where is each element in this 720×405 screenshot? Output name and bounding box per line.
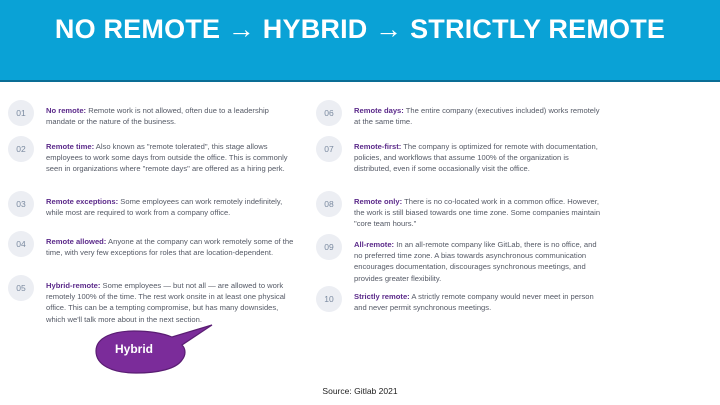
item-text (354, 239, 601, 284)
item-description: Remote work is not allowed, often due to a leadership mandate or the nature of the business. (46, 106, 269, 127)
item-text (354, 196, 601, 230)
item-text (354, 141, 601, 175)
item-text (46, 105, 294, 127)
list-item (316, 105, 601, 141)
item-description: There is no co-located work in a common office. However, the work is still biased towards one time zone. Some companies maintain "core team hours." (354, 197, 601, 229)
item-description: The entire company (executives included) works remotely at the same time. (354, 106, 600, 127)
item-term: Remote exceptions: (46, 197, 119, 206)
right-column (316, 105, 601, 321)
slide-title: NO REMOTE → HYBRID → STRICTLY REMOTE (54, 14, 666, 44)
item-description: Some employees — but not all — are allowed to work remotely 100% of the time. The rest work onsite in at least one physical office. This can be a tempting compromise, but has many downsides, which we'll talk more about in the next section. (46, 281, 286, 324)
item-number-badge: 07 (316, 136, 342, 162)
item-number-badge: 04 (8, 231, 34, 257)
hybrid-callout (88, 323, 186, 379)
item-text (46, 141, 294, 175)
item-text (46, 280, 294, 325)
source-caption: Source: Gitlab 2021 (322, 386, 398, 396)
item-term: All-remote: (354, 240, 395, 249)
item-term: Remote days: (354, 106, 404, 115)
item-term: Remote time: (46, 142, 95, 151)
list-item (316, 141, 601, 196)
item-text (46, 236, 294, 258)
list-item (316, 291, 601, 321)
title-banner (0, 0, 720, 82)
item-description: Also known as "remote tolerated", this stage allows employees to work some days from outside the office. This is commonly seen in organizations where "remote days" are offered as a hiring perk. (46, 142, 288, 174)
item-number-badge: 10 (316, 286, 342, 312)
item-number-badge: 05 (8, 275, 34, 301)
list-item (8, 196, 294, 236)
item-number-badge: 06 (316, 100, 342, 126)
item-description: A strictly remote company would never meet in person and never permit synchronous meetings. (354, 292, 594, 313)
item-text (354, 105, 601, 127)
list-item (8, 105, 294, 141)
item-number-badge: 09 (316, 234, 342, 260)
item-term: Remote only: (354, 197, 403, 206)
item-number-badge: 03 (8, 191, 34, 217)
left-column (8, 105, 294, 330)
item-description: Anyone at the company can work remotely some of the time, with very few exceptions for roles that are location-dependent. (46, 237, 294, 258)
list-item (316, 239, 601, 291)
list-item (316, 196, 601, 239)
item-description: Some employees can work remotely indefinitely, while most are required to work from a company office. (46, 197, 283, 218)
callout-label: Hybrid (114, 342, 153, 356)
item-term: Remote allowed: (46, 237, 107, 246)
item-term: Strictly remote: (354, 292, 410, 301)
item-text (354, 291, 601, 313)
item-term: No remote: (46, 106, 87, 115)
list-item (8, 236, 294, 280)
item-number-badge: 01 (8, 100, 34, 126)
item-term: Remote-first: (354, 142, 402, 151)
item-text (46, 196, 294, 218)
item-number-badge: 02 (8, 136, 34, 162)
list-item (8, 141, 294, 196)
item-description: The company is optimized for remote with documentation, policies, and workflows that assume 100% of the organization is distributed, even if some occasionally visit the office. (354, 142, 598, 174)
item-description: In an all-remote company like GitLab, there is no office, and no preferred time zone. A bias towards asynchronous communication encourages documentation, discourages synchronous meetings, and provides greater flexibility. (354, 240, 597, 283)
item-term: Hybrid-remote: (46, 281, 101, 290)
item-number-badge: 08 (316, 191, 342, 217)
